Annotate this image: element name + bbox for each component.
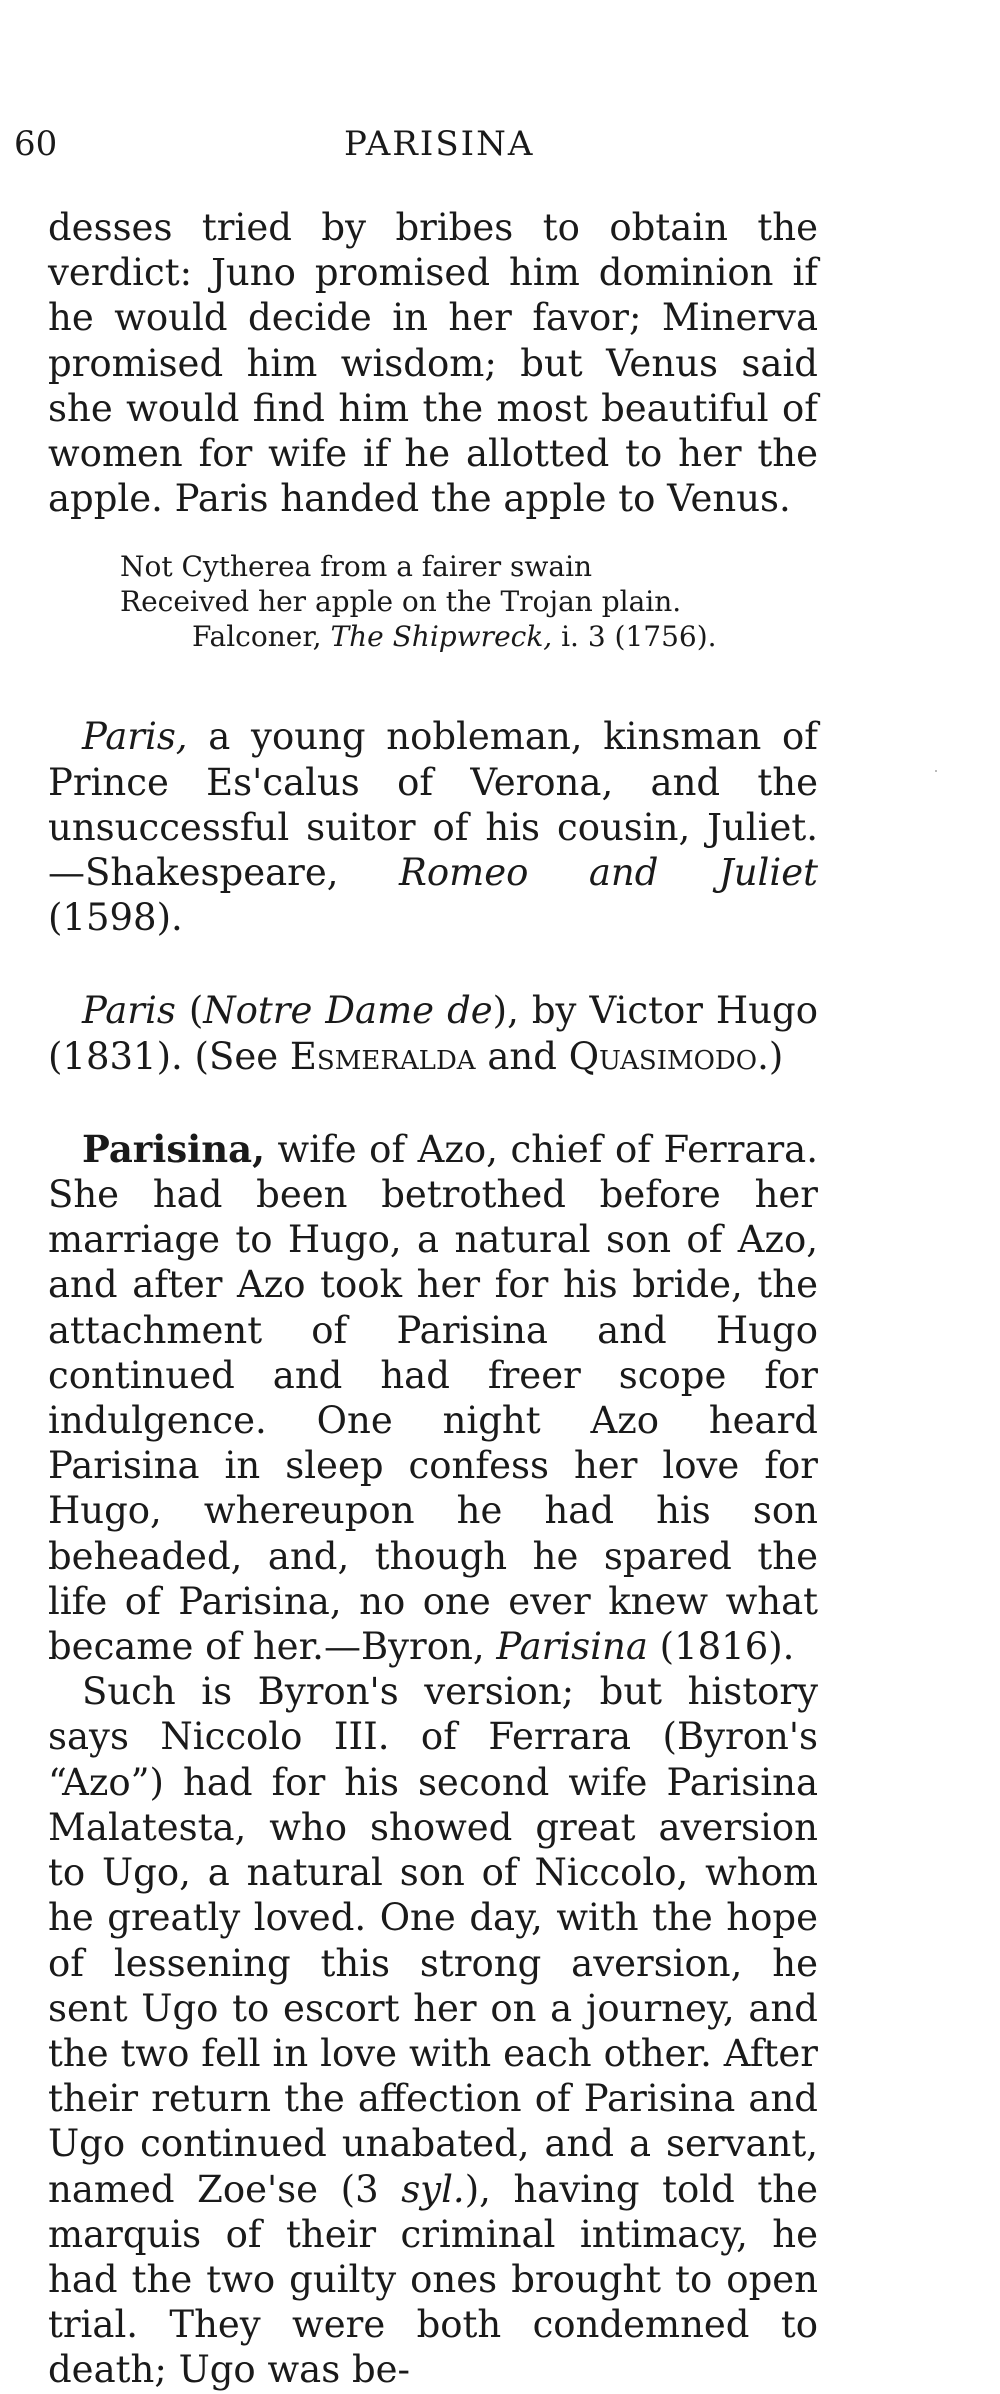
cite-rest: i. 3 (1756). <box>552 620 717 654</box>
quote-line-2: Received her apple on the Trojan plain. <box>120 585 682 619</box>
paris-judgment-text: desses tried by bribes to obtain the verdict: Juno promised him dominion if he would decide in her favor; Minerva promised him wisdom; but Venus said she would find him the most beautiful of women for wife if he allotted to her the apple. Paris handed the apple to Venus. <box>48 206 818 521</box>
entry-head: Paris, <box>82 715 188 759</box>
entry-subhead: Notre Dame de <box>203 989 493 1033</box>
entry-date: (1598). <box>48 896 183 940</box>
cite-author: Falconer, <box>192 620 331 654</box>
paris-judgment-paragraph <box>48 205 818 521</box>
parisina-entry <box>48 1127 818 1669</box>
and-text: and <box>475 1034 569 1078</box>
cross-ref-quasimodo: Quasimodo <box>568 1034 758 1078</box>
verse-quote <box>120 549 818 654</box>
page-number: 60 <box>14 124 58 164</box>
entry-head: Parisina, <box>82 1126 265 1171</box>
quote-line-1: Not Cytherea from a fairer swain <box>120 550 593 584</box>
running-head: PARISINA <box>344 124 535 164</box>
entry-work: Parisina <box>496 1625 648 1669</box>
syl-abbrev: syl. <box>401 2167 465 2211</box>
entry-text: ), by Victor Hugo (1831). (See <box>48 989 818 1078</box>
cite-work: The Shipwreck, <box>330 620 553 654</box>
entry-head: Paris <box>82 989 176 1033</box>
history-text-a: Such is Byron's version; but history says Niccolo III. of Ferrara (Byron's “Azo”) had for his second wife Parisina Malatesta, who showed great aversion to Ugo, a natural son of Niccolo, whom he greatly loved. One day, with the hope of lessening this strong aversion, he sent Ugo to escort her on a journey, and the two fell in love with each other. After their return the affection of Parisina and Ugo continued unabated, and a servant, named Zoe'se (3 <box>48 1670 818 2211</box>
quote-citation <box>120 619 818 654</box>
page-header <box>14 124 834 174</box>
paren-open: ( <box>175 989 204 1033</box>
entry-text: a young nobleman, kinsman of Prince Es'calus of Verona, and the unsuccessful suitor of his cousin, Juliet.—Shakespeare, <box>48 715 818 895</box>
history-text-b: ), having told the marquis of their criminal intimacy, he had the two guilty ones brought to open trial. They were both condemned to death; Ugo was be- <box>48 2167 818 2392</box>
paris-verona-entry <box>48 714 818 940</box>
cross-ref-esmeralda: Esmeralda <box>289 1034 476 1078</box>
notre-dame-entry <box>48 988 818 1078</box>
parisina-history-paragraph <box>48 1669 818 2392</box>
entry-date: (1816). <box>647 1625 795 1669</box>
text-column <box>48 205 818 2393</box>
entry-work: Romeo and Juliet <box>399 851 818 895</box>
print-speck <box>935 770 937 772</box>
close-text: .) <box>757 1034 784 1078</box>
entry-text: wife of Azo, chief of Ferrara. She had been betrothed before her marriage to Hugo, a natural son of Azo, and after Azo took her for his bride, the attachment of Parisina and Hugo continued and had freer scope for indulgence. One night Azo heard Parisina in sleep confess her love for Hugo, whereupon he had his son beheaded, and, though he spared the life of Parisina, no one ever knew what became of her.—Byron, <box>48 1127 818 1669</box>
